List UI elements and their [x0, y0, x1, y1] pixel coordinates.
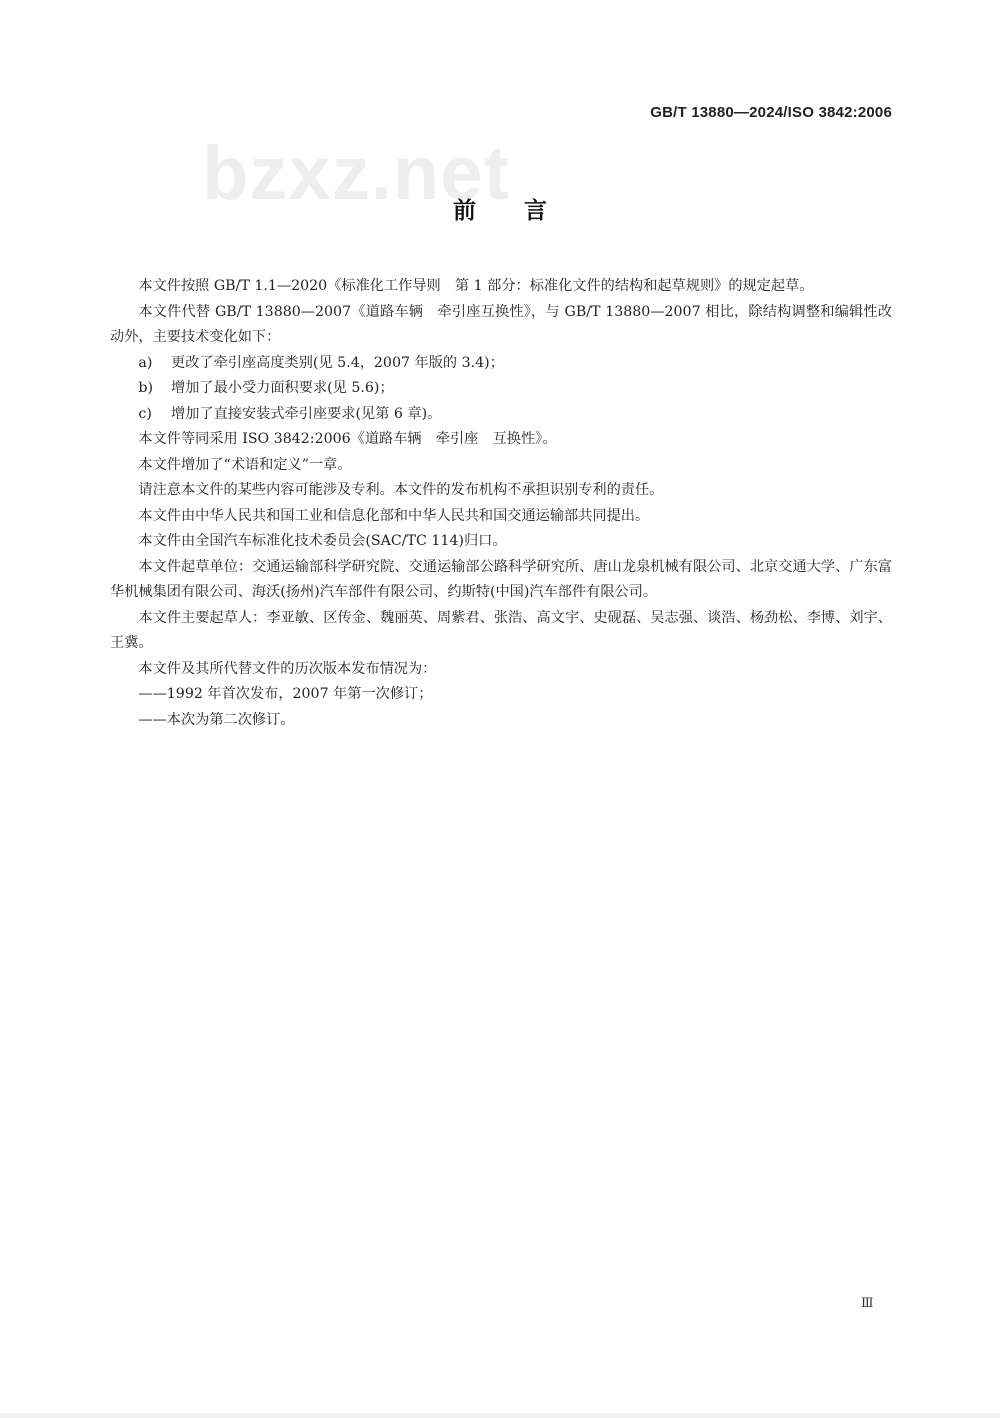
paragraph-replacement: 本文件代替 GB/T 13880—2007《道路车辆 牵引座互换性》，与 GB/T 13880—2007 相比，除结构调整和编辑性改动外，主要技术变化如下：	[110, 303, 892, 345]
paragraph-drafting-units: 本文件起草单位：交通运输部科学研究院、交通运输部公路科学研究所、唐山龙泉机械有限公司、北京交通大学、广东富华机械集团有限公司、海沃(扬州)汽车部件有限公司、约斯特(中国)汽车部件有限公司。	[110, 558, 892, 600]
paragraph-administered-by: 本文件由全国汽车标准化技术委员会(SAC/TC 114)归口。	[138, 533, 507, 549]
paragraph-patent-notice: 请注意本文件的某些内容可能涉及专利。本文件的发布机构不承担识别专利的责任。	[138, 482, 664, 498]
list-marker: a)	[138, 354, 153, 371]
watermark: bzxz.net	[202, 131, 510, 216]
list-item	[110, 351, 892, 377]
list-item	[110, 402, 892, 428]
page-number: Ⅲ	[861, 1296, 874, 1311]
history-item: ——本次为第二次修订。	[138, 711, 295, 728]
paragraph-drafters: 本文件主要起草人：李亚敏、区传金、魏丽英、周紫君、张浩、高文宇、史砚磊、吴志强、谈浩、杨劲松、李博、刘宇、王冀。	[110, 609, 892, 651]
paragraph-proposed-by: 本文件由中华人民共和国工业和信息化部和中华人民共和国交通运输部共同提出。	[138, 507, 650, 524]
page-bottom-edge	[0, 1413, 1000, 1418]
paragraph-drafting-rules: 本文件按照 GB/T 1.1—2020《标准化工作导则 第 1 部分：标准化文件的结构和起草规则》的规定起草。	[138, 278, 814, 294]
page-title: 前言	[453, 198, 595, 224]
paragraph-terms-added: 本文件增加了“术语和定义”一章。	[138, 456, 352, 473]
foreword-body	[110, 274, 892, 733]
document-code: GB/T 13880—2024/ISO 3842:2006	[650, 104, 892, 121]
list-item-text: 增加了直接安装式牵引座要求(见第 6 章)。	[171, 405, 442, 422]
list-item	[110, 376, 892, 402]
list-marker: c)	[138, 405, 152, 422]
list-item-text: 增加了最小受力面积要求(见 5.6)；	[171, 380, 394, 396]
history-item: ——1992 年首次发布，2007 年第一次修订；	[138, 686, 433, 702]
list-item-text: 更改了牵引座高度类别(见 5.4，2007 年版的 3.4)；	[171, 354, 504, 371]
paragraph-iso-adoption: 本文件等同采用 ISO 3842:2006《道路车辆 牵引座 互换性》。	[138, 431, 557, 447]
paragraph-history-intro: 本文件及其所代替文件的历次版本发布情况为：	[138, 660, 437, 677]
list-marker: b)	[138, 380, 154, 396]
